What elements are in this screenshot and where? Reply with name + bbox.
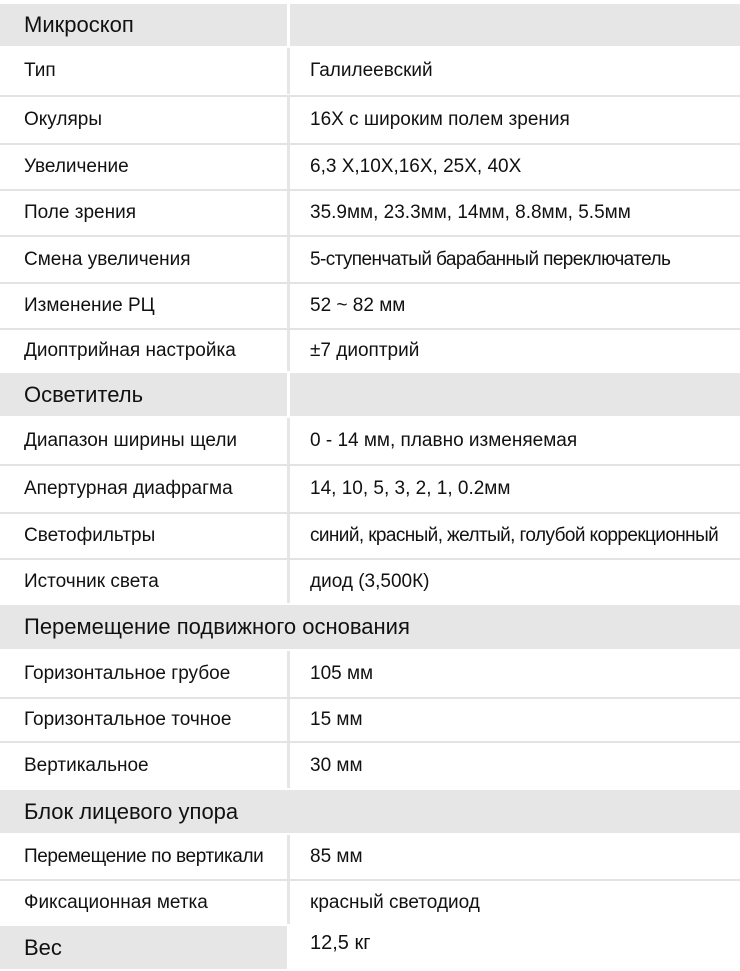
row-value: 16X с широким полем зрения — [310, 109, 570, 130]
table-row — [0, 237, 740, 282]
section-title: Блок лицевого упора — [0, 790, 740, 833]
row-value: 14, 10, 5, 3, 2, 1, 0.2мм — [310, 478, 511, 499]
table-row — [0, 560, 740, 603]
row-label: Смена увеличения — [0, 237, 290, 282]
row-label: Тип — [0, 48, 290, 94]
row-value: 0 - 14 мм, плавно изменяемая — [310, 430, 578, 451]
table-row — [0, 699, 740, 741]
row-value: 15 мм — [310, 709, 363, 730]
row-value: 52 ~ 82 мм — [310, 295, 406, 316]
row-label: Апертурная диафрагма — [0, 466, 290, 512]
row-value: красный светодиод — [310, 891, 480, 913]
section-header-blank — [290, 373, 740, 416]
weight-label: Вес — [0, 926, 290, 969]
section-title: Осветитель — [0, 373, 290, 416]
section-header-base — [0, 605, 740, 649]
section-header-microscope — [0, 4, 740, 46]
row-label: Диоптрийная настройка — [0, 330, 290, 371]
weight-row — [0, 926, 740, 969]
section-header-chinrest — [0, 790, 740, 833]
table-row — [0, 881, 740, 924]
row-value: 6,3 X,10X,16X, 25X, 40X — [310, 156, 522, 177]
weight-value: 12,5 кг — [290, 926, 740, 969]
table-row — [0, 48, 740, 94]
row-value: синий, красный, желтый, голубой коррекционный — [310, 525, 719, 546]
row-value: 35.9мм, 23.3мм, 14мм, 8.8мм, 5.5мм — [310, 202, 631, 223]
row-value: 30 мм — [310, 754, 363, 776]
row-label: Горизонтальное точное — [0, 699, 290, 741]
table-row — [0, 284, 740, 328]
section-title: Микроскоп — [0, 4, 290, 46]
row-label: Диапазон ширины щели — [0, 418, 290, 464]
table-row — [0, 145, 740, 189]
table-row — [0, 651, 740, 697]
table-row — [0, 835, 740, 879]
row-value: Галилеевский — [310, 60, 433, 81]
row-label: Фиксационная метка — [0, 881, 290, 924]
row-label: Горизонтальное грубое — [0, 651, 290, 697]
row-label: Светофильтры — [0, 514, 290, 558]
row-label: Увеличение — [0, 145, 290, 189]
section-header-illuminator — [0, 373, 740, 416]
table-row — [0, 330, 740, 371]
table-row — [0, 97, 740, 143]
section-header-blank — [290, 4, 740, 46]
table-row — [0, 466, 740, 512]
table-row — [0, 418, 740, 464]
row-value: диод (3,500К) — [310, 570, 430, 592]
row-value: 85 мм — [310, 846, 363, 867]
row-value: 5-ступенчатый барабанный переключатель — [310, 248, 671, 270]
table-row — [0, 743, 740, 788]
row-label: Окуляры — [0, 97, 290, 143]
table-row — [0, 514, 740, 558]
row-label: Поле зрения — [0, 191, 290, 235]
row-label: Изменение РЦ — [0, 284, 290, 328]
row-label: Источник света — [0, 560, 290, 603]
section-title: Перемещение подвижного основания — [0, 605, 740, 649]
row-label: Вертикальное — [0, 743, 290, 788]
row-value: 105 мм — [310, 663, 374, 684]
table-row — [0, 191, 740, 235]
row-label: Перемещение по вертикали — [0, 835, 290, 879]
row-value: ±7 диоптрий — [310, 339, 420, 361]
